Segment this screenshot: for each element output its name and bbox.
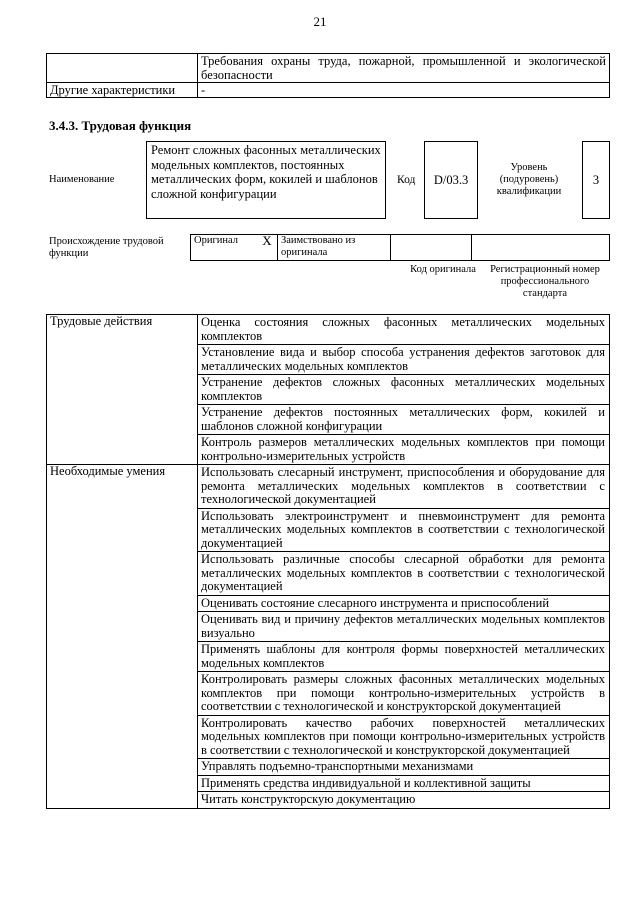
skill-item: Оценивать состояние слесарного инструмента и приспособлений bbox=[198, 595, 610, 612]
section-title: 3.4.3. Трудовая функция bbox=[49, 118, 192, 133]
code-label: Код bbox=[397, 174, 416, 186]
origin-label: Происхождение трудовой функции bbox=[49, 236, 164, 259]
table-cell-label: Другие характеристики bbox=[47, 83, 198, 98]
labor-action-item: Контроль размеров металлических модельных комплектов при помощи контрольно-измерительных устройств bbox=[198, 435, 610, 465]
skill-item: Контролировать качество рабочих поверхностей металлических модельных комплектов при помощи контрольно-измерительных устройств в соответствии с технологической и конструкторской документацией bbox=[198, 715, 610, 759]
table-cell-value: Требования охраны труда, пожарной, промышленной и экологической безопасности bbox=[198, 54, 610, 83]
borrowed-label: Заимствовано из оригинала bbox=[278, 235, 391, 261]
skill-item: Читать конструкторскую документацию bbox=[198, 792, 610, 809]
skill-item: Применять средства индивидуальной и коллективной защиты bbox=[198, 775, 610, 792]
characteristics-table bbox=[46, 53, 610, 98]
labor-action-item: Оценка состояния сложных фасонных металлических модельных комплектов bbox=[198, 315, 610, 345]
function-code-box: D/03.3 bbox=[424, 141, 478, 219]
reg-number-cell bbox=[472, 235, 610, 261]
level-value-box: 3 bbox=[582, 141, 610, 219]
original-label: Оригинал bbox=[191, 235, 258, 261]
original-mark: X bbox=[257, 235, 278, 261]
table-row bbox=[47, 83, 610, 98]
table-row bbox=[47, 54, 610, 83]
skills-label: Необходимые умения bbox=[47, 465, 198, 809]
skill-item: Контролировать размеры сложных фасонных металлических модельных комплектов при помощи контрольно-измерительных устройств в соответствии с технологической и конструкторской документацией bbox=[198, 672, 610, 716]
name-label: Наименование bbox=[49, 174, 115, 185]
labor-action-item: Устранение дефектов сложных фасонных металлических модельных комплектов bbox=[198, 375, 610, 405]
level-label: Уровень (подуровень) квалификации bbox=[496, 162, 562, 197]
table-row bbox=[191, 235, 610, 261]
code-caption: Код оригинала bbox=[410, 264, 476, 275]
table-row bbox=[47, 465, 610, 509]
skill-item: Использовать различные способы слесарной обработки для ремонта металлических модельных комплектов в соответствии с технологической документацией bbox=[198, 552, 610, 596]
labor-action-item: Установление вида и выбор способа устранения дефектов заготовок для металлических модельных комплектов bbox=[198, 345, 610, 375]
labor-actions-label: Трудовые действия bbox=[47, 315, 198, 465]
reg-caption: Регистрационный номер профессионального стандарта bbox=[490, 264, 600, 299]
skill-item: Применять шаблоны для контроля формы поверхностей металлических модельных комплектов bbox=[198, 642, 610, 672]
requirements-table bbox=[46, 314, 610, 809]
skill-item: Использовать электроинструмент и пневмоинструмент для ремонта металлических модельных комплектов в соответствии с технологической документацией bbox=[198, 508, 610, 552]
labor-action-item: Устранение дефектов постоянных металлических форм, кокилей и шаблонов сложной конфигурации bbox=[198, 405, 610, 435]
table-cell-label bbox=[47, 54, 198, 83]
skill-item: Использовать слесарный инструмент, приспособления и оборудование для ремонта металлических модельных комплектов в соответствии с технологической документацией bbox=[198, 465, 610, 509]
origin-table bbox=[190, 234, 610, 261]
table-cell-value: - bbox=[198, 83, 610, 98]
function-name-box: Ремонт сложных фасонных металлических модельных комплектов, постоянных металлических форм, кокилей и шаблонов сложной конфигурации bbox=[146, 141, 386, 219]
table-row bbox=[47, 315, 610, 345]
skill-item: Управлять подъемно-транспортными механизмами bbox=[198, 759, 610, 776]
original-code-cell bbox=[391, 235, 472, 261]
skill-item: Оценивать вид и причину дефектов металлических модельных комплектов визуально bbox=[198, 612, 610, 642]
page-number: 21 bbox=[313, 14, 327, 29]
